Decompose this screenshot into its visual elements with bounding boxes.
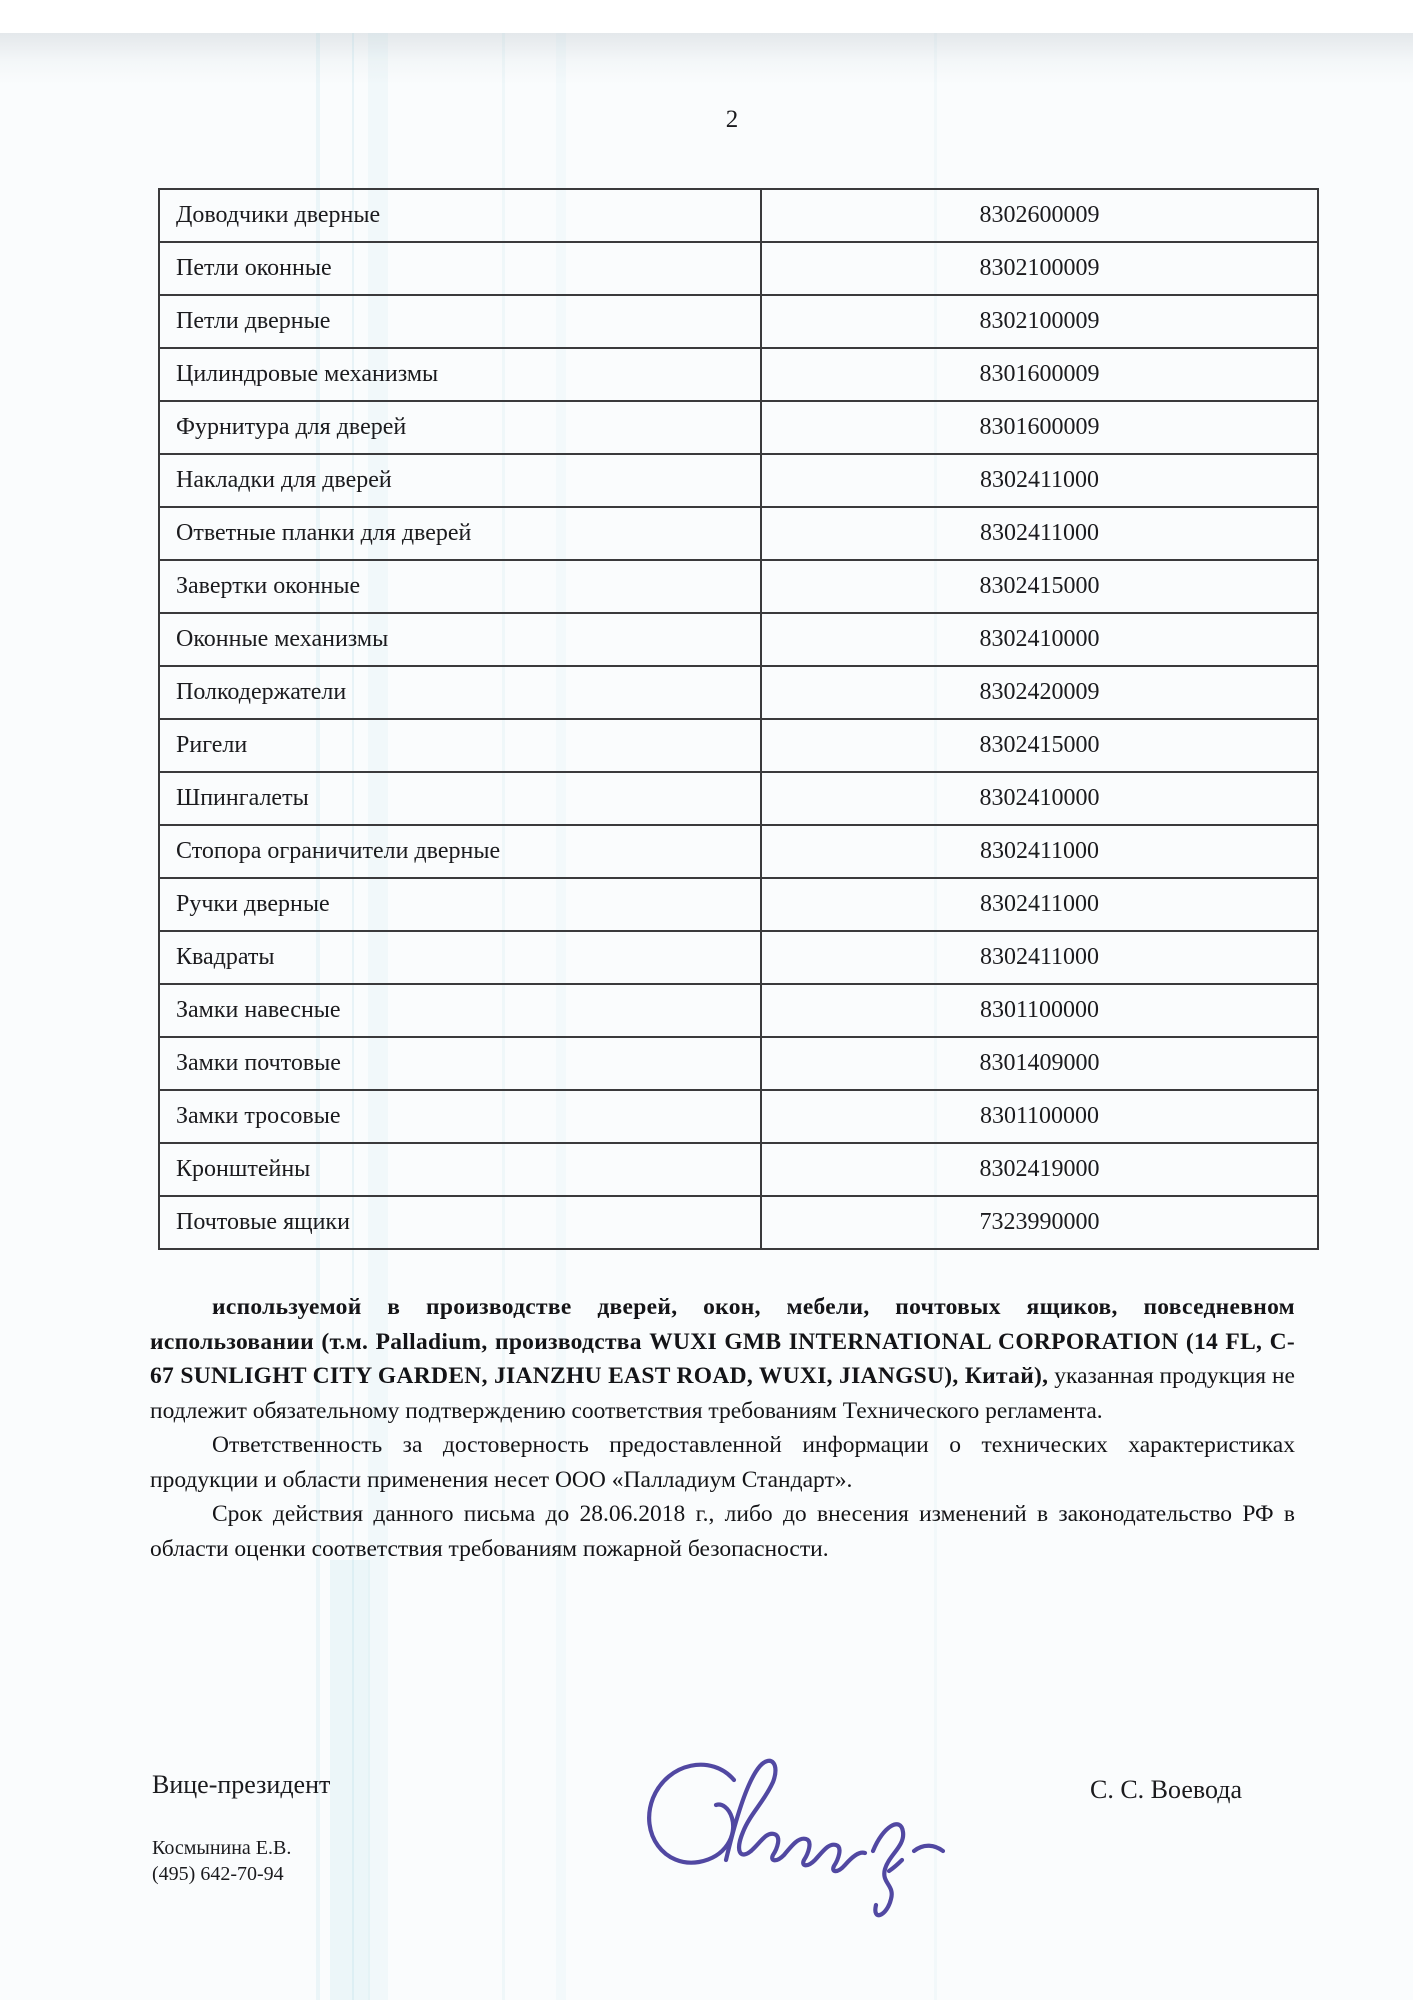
table-row <box>159 1196 1318 1249</box>
item-name-cell: Ручки дверные <box>159 878 761 931</box>
item-name-cell: Петли дверные <box>159 295 761 348</box>
item-code-cell: 8302411000 <box>761 878 1318 931</box>
item-code-cell: 8301100000 <box>761 1090 1318 1143</box>
table-row <box>159 1143 1318 1196</box>
item-name-cell: Оконные механизмы <box>159 613 761 666</box>
item-code-cell: 8301600009 <box>761 401 1318 454</box>
item-code-cell: 8302411000 <box>761 507 1318 560</box>
item-name-cell: Ответные планки для дверей <box>159 507 761 560</box>
item-name-cell: Петли оконные <box>159 242 761 295</box>
handwritten-signature <box>638 1748 948 1933</box>
table-row <box>159 825 1318 878</box>
item-code-cell: 8302100009 <box>761 295 1318 348</box>
contact-name: Космынина Е.В. <box>152 1837 292 1859</box>
scan-edge-white <box>0 0 1413 33</box>
page-number: 2 <box>725 106 739 133</box>
table-row <box>159 931 1318 984</box>
item-code-cell: 8302420009 <box>761 666 1318 719</box>
signer-name: С. С. Воевода <box>1090 1775 1243 1804</box>
table-row <box>159 719 1318 772</box>
items-table-body <box>159 189 1318 1249</box>
table-row <box>159 666 1318 719</box>
item-name-cell: Стопора ограничители дверные <box>159 825 761 878</box>
item-name-cell: Доводчики дверные <box>159 189 761 242</box>
table-row <box>159 454 1318 507</box>
paragraph-usage-bold: используемой в производстве дверей, окон, мебели, почтовых ящиков, повседневном использовании (т.м. Palladium, производства WUXI GMB INTERNATIONAL CORPORATION (14 FL, C-67 SUNLIGHT CITY GARDEN, JIANZHU EAST ROAD, WUXI, JIANGSU), Китай), <box>150 1294 1295 1389</box>
table-row <box>159 613 1318 666</box>
signer-title: Вице-президент <box>152 1770 331 1799</box>
item-code-cell: 8302410000 <box>761 772 1318 825</box>
table-row <box>159 348 1318 401</box>
table-row <box>159 772 1318 825</box>
item-name-cell: Шпингалеты <box>159 772 761 825</box>
item-code-cell: 7323990000 <box>761 1196 1318 1249</box>
item-name-cell: Квадраты <box>159 931 761 984</box>
table-row <box>159 189 1318 242</box>
paragraph-validity: Срок действия данного письма до 28.06.2018 г., либо до внесения изменений в законодательство РФ в области оценки соответствия требованиям пожарной безопасности. <box>150 1501 1295 1562</box>
item-name-cell: Накладки для дверей <box>159 454 761 507</box>
contact-phone: (495) 642-70-94 <box>152 1863 284 1885</box>
item-name-cell: Фурнитура для дверей <box>159 401 761 454</box>
table-row <box>159 295 1318 348</box>
table-row <box>159 878 1318 931</box>
item-code-cell: 8302415000 <box>761 719 1318 772</box>
signature-ink <box>638 1748 948 1933</box>
item-code-cell: 8301409000 <box>761 1037 1318 1090</box>
table-row <box>159 1037 1318 1090</box>
item-code-cell: 8302411000 <box>761 454 1318 507</box>
item-name-cell: Замки тросовые <box>159 1090 761 1143</box>
item-code-cell: 8302600009 <box>761 189 1318 242</box>
item-name-cell: Почтовые ящики <box>159 1196 761 1249</box>
item-name-cell: Замки почтовые <box>159 1037 761 1090</box>
item-code-cell: 8302415000 <box>761 560 1318 613</box>
table-row <box>159 1090 1318 1143</box>
item-code-cell: 8302411000 <box>761 931 1318 984</box>
table-row <box>159 984 1318 1037</box>
item-name-cell: Цилиндровые механизмы <box>159 348 761 401</box>
paragraph-responsibility: Ответственность за достоверность предоставленной информации о технических характеристиках продукции и области применения несет ООО «Палладиум Стандарт». <box>150 1432 1295 1493</box>
items-table <box>158 188 1319 1250</box>
table-row <box>159 242 1318 295</box>
table-row <box>159 401 1318 454</box>
table-row <box>159 560 1318 613</box>
paragraph-usage <box>150 1290 1295 1428</box>
item-code-cell: 8302419000 <box>761 1143 1318 1196</box>
scan-top-shadow <box>0 33 1413 85</box>
item-code-cell: 8302100009 <box>761 242 1318 295</box>
item-name-cell: Завертки оконные <box>159 560 761 613</box>
paragraph-usage-regular: указанная продукция не подлежит обязательному подтверждению соответствия требованиям Технического регламента. <box>150 1363 1295 1424</box>
letter-body <box>150 1290 1295 1566</box>
item-name-cell: Ригели <box>159 719 761 772</box>
item-code-cell: 8301100000 <box>761 984 1318 1037</box>
item-name-cell: Кронштейны <box>159 1143 761 1196</box>
item-code-cell: 8302410000 <box>761 613 1318 666</box>
item-code-cell: 8301600009 <box>761 348 1318 401</box>
table-row <box>159 507 1318 560</box>
item-code-cell: 8302411000 <box>761 825 1318 878</box>
item-name-cell: Замки навесные <box>159 984 761 1037</box>
item-name-cell: Полкодержатели <box>159 666 761 719</box>
